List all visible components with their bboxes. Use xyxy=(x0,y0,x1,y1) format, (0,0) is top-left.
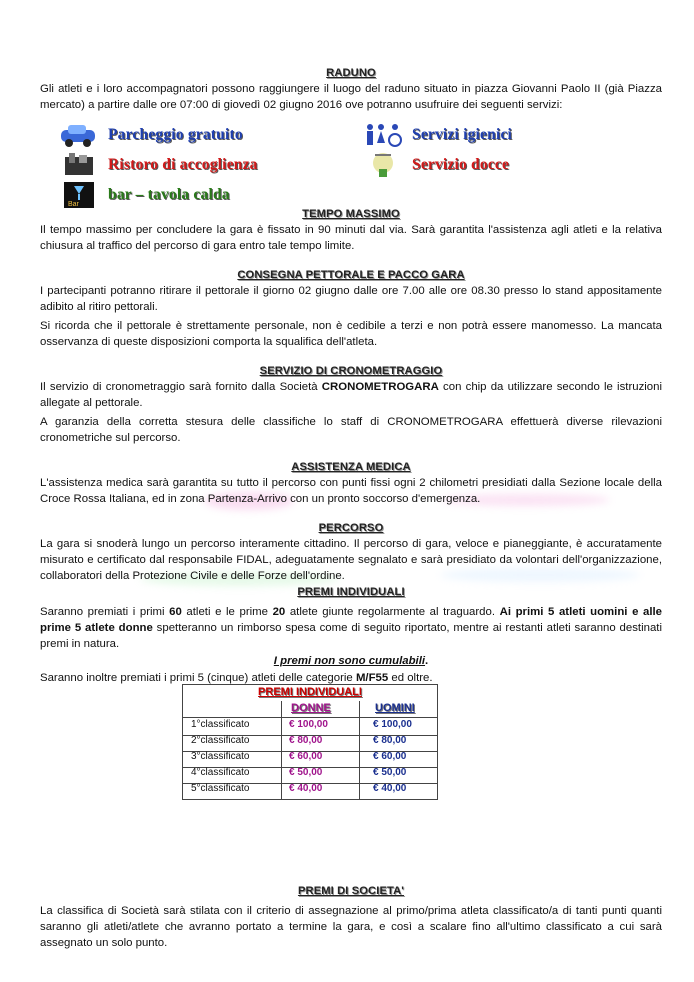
medica-heading: ASSISTENZA MEDICA xyxy=(291,461,411,473)
cronometraggio-text-2: A garanzia della corretta stesura delle classifiche lo staff di CRONOMETROGARA effettuerà diverse rilevazioni cronometriche sul percorso. xyxy=(40,416,662,444)
table-row xyxy=(183,767,437,784)
bar-icon xyxy=(58,181,100,209)
table-row xyxy=(183,783,437,799)
premi-note: I premi non sono cumulabili. xyxy=(273,655,429,667)
service-igienici xyxy=(362,121,512,149)
uomini-value: € 40,00 xyxy=(373,783,407,794)
row-label: 5°classificato xyxy=(191,783,250,794)
medica-text: L'assistenza medica sarà garantita su tutto il percorso con punti fissi ogni 2 chilometri presidiati dalla Sezione locale della Croce Rossa Italiana, ed in zona Partenza-Arrivo con un pronto soccorso d'emergenza. xyxy=(40,477,662,505)
cronometraggio-text-1: Il servizio di cronometraggio sarà fornito dalla Società CRONOMETROGARA con chip da utilizzare secondo le istruzioni allegate al pettorale. xyxy=(40,381,662,409)
societa-text: La classifica di Società sarà stilata con il criterio di assegnazione al primo/prima atleta classificato/a di tanti punti quanti saranno gli atleti/atlete che avranno portato a termine la gara, e così a scalare fino all'ultimo classificato a cui sarà assegnato un solo punto. xyxy=(40,905,662,949)
column-header-uomini: UOMINI xyxy=(375,702,415,714)
consegna-text-1: I partecipanti potranno ritirare il pettorale il giorno 02 giugno dalle ore 7.00 alle ore 08.30 presso lo stand appositamente adibito al ritiro pettorali. xyxy=(40,285,662,313)
service-label: bar – tavola calda xyxy=(108,186,230,203)
tempo-heading: TEMPO MASSIMO xyxy=(302,208,400,220)
societa-section xyxy=(40,884,662,951)
service-label: Servizio docce xyxy=(412,156,510,173)
donne-value: € 100,00 xyxy=(289,719,328,730)
raduno-heading: RADUNO xyxy=(326,67,376,79)
service-bar xyxy=(58,181,230,209)
row-label: 1°classificato xyxy=(191,719,250,730)
row-label: 4°classificato xyxy=(191,767,250,778)
table-row xyxy=(183,751,437,768)
premi-categorie: Saranno inoltre premiati i primi 5 (cinque) atleti delle categorie M/F55 ed oltre. xyxy=(40,672,433,684)
uomini-value: € 80,00 xyxy=(373,735,407,746)
column-header-donne: DONNE xyxy=(291,702,331,714)
percorso-text: La gara si snoderà lungo un percorso interamente cittadino. Il percorso di gara, veloce e pianeggiante, è accuratamente misurato e certificato dal responsabile FIDAL, adeguatamente segnalato e sarà presidiato da volontari dell'organizzazione, collaboratori della Protezione Civile e delle Forze dell'ordine. xyxy=(40,538,662,582)
premi-text: Saranno premiati i primi 60 atleti e le prime 20 atlete giunte regolarmente al traguardo. Ai primi 5 atleti uomini e alle prime 5 atlete donne spetteranno un rimborso spesa come di seguito riportato, mentre ai restanti atleti saranno destinati premi in natura. xyxy=(40,606,662,650)
consegna-text-2: Si ricorda che il pettorale è strettamente personale, non è cedibile a terzi e non potrà essere manomesso. La mancata osservanza di queste disposizioni comporta la squalifica dell'atleta. xyxy=(40,320,662,348)
consegna-heading: CONSEGNA PETTORALE E PACCO GARA xyxy=(237,269,465,281)
uomini-value: € 100,00 xyxy=(373,719,412,730)
service-docce xyxy=(362,151,509,179)
prize-table-title: PREMI INDIVIDUALI xyxy=(258,686,362,698)
refreshment-icon xyxy=(58,151,100,179)
service-label: Parcheggio gratuito xyxy=(108,126,243,143)
service-label: Servizi igienici xyxy=(412,126,513,143)
premi-heading: PREMI INDIVIDUALI xyxy=(297,586,405,598)
donne-value: € 50,00 xyxy=(289,767,323,778)
shower-icon xyxy=(362,151,404,179)
donne-value: € 40,00 xyxy=(289,783,323,794)
table-row xyxy=(183,719,437,736)
restroom-icon xyxy=(362,121,404,149)
row-label: 2°classificato xyxy=(191,735,250,746)
cronometraggio-heading: SERVIZIO DI CRONOMETRAGGIO xyxy=(259,365,443,377)
svg-text:Bar: Bar xyxy=(68,201,79,208)
service-parcheggio xyxy=(58,121,243,149)
service-label: Ristoro di accoglienza xyxy=(108,156,258,173)
donne-value: € 80,00 xyxy=(289,735,323,746)
car-icon xyxy=(58,121,100,149)
row-label: 3°classificato xyxy=(191,751,250,762)
document-page xyxy=(40,66,662,686)
societa-heading: PREMI DI SOCIETA' xyxy=(297,885,405,897)
raduno-text: Gli atleti e i loro accompagnatori possono raggiungere il luogo del raduno situato in piazza Giovanni Paolo II (già Piazza mercato) a partire dalle ore 07:00 di giovedì 02 giugno 2016 ove potranno usufruire dei seguenti servizi: xyxy=(40,83,662,111)
uomini-value: € 50,00 xyxy=(373,767,407,778)
uomini-value: € 60,00 xyxy=(373,751,407,762)
service-ristoro xyxy=(58,151,258,179)
percorso-heading: PERCORSO xyxy=(318,522,384,534)
prize-table xyxy=(182,684,438,800)
services-list xyxy=(40,113,662,208)
donne-value: € 60,00 xyxy=(289,751,323,762)
table-row xyxy=(183,735,437,752)
tempo-text: Il tempo massimo per concludere la gara è fissato in 90 minuti dal via. Sarà garantita l'assistenza agli atleti e la relativa chiusura al traffico del percorso di gara entro tale tempo limite. xyxy=(40,224,662,252)
